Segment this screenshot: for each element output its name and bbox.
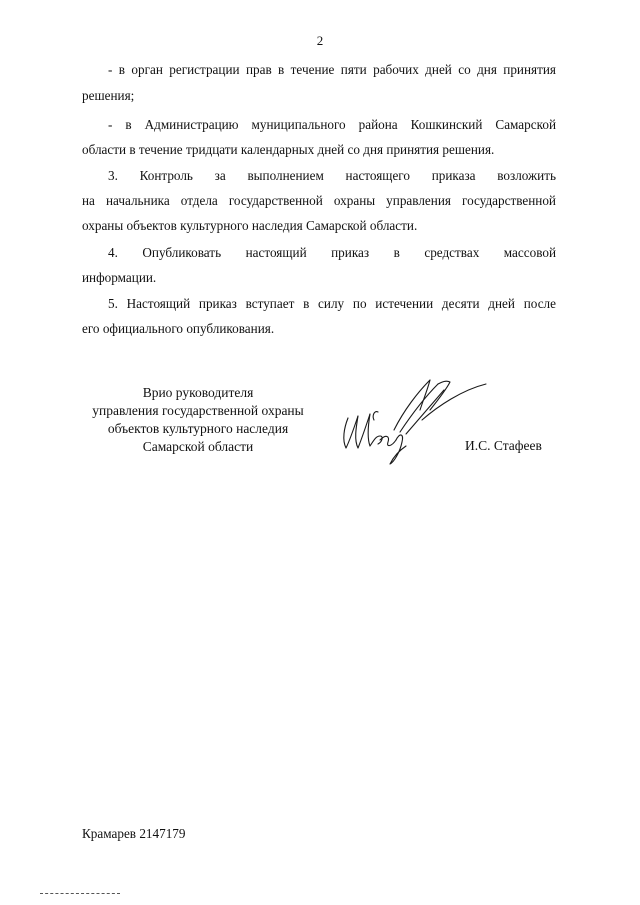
paragraph-5-line-1: 5. Настоящий приказ вступает в силу по истечении десяти дней после <box>108 296 556 311</box>
signatory-title-line: Самарской области <box>142 439 254 454</box>
paragraph-3-line-3: охраны объектов культурного наследия Самарской области. <box>82 218 418 233</box>
paragraph-2-line-2: области в течение тридцати календарных дней со дня принятия решения. <box>82 142 495 157</box>
paragraph-3-line-1: 3. Контроль за выполнением настоящего приказа возложить <box>108 168 556 183</box>
page-number: 2 <box>316 33 324 48</box>
signatory-title-line: объектов культурного наследия <box>107 421 289 436</box>
paragraph-4-line-1: 4. Опубликовать настоящий приказ в средствах массовой <box>108 245 556 260</box>
footer-divider <box>40 893 120 894</box>
paragraph-1-line-2: решения; <box>82 88 135 103</box>
paragraph-2-line-1: - в Администрацию муниципального района Кошкинский Самарской <box>108 117 556 132</box>
signer-name: И.С. Стафеев <box>465 438 542 453</box>
signatory-title-block <box>76 384 320 456</box>
paragraph-5-line-2: его официального опубликования. <box>82 321 275 336</box>
paragraph-4-line-2: информации. <box>82 270 157 285</box>
signatory-title-line: Врио руководителя <box>142 385 254 400</box>
signatory-title-line: управления государственной охраны <box>92 403 304 418</box>
executor-contact: Крамарев 2147179 <box>82 826 186 841</box>
handwritten-signature <box>334 370 494 470</box>
paragraph-1-line-1: - в орган регистрации прав в течение пяти рабочих дней со дня принятия <box>108 62 556 77</box>
paragraph-3-line-2: на начальника отдела государственной охраны управления государственной <box>82 193 556 208</box>
